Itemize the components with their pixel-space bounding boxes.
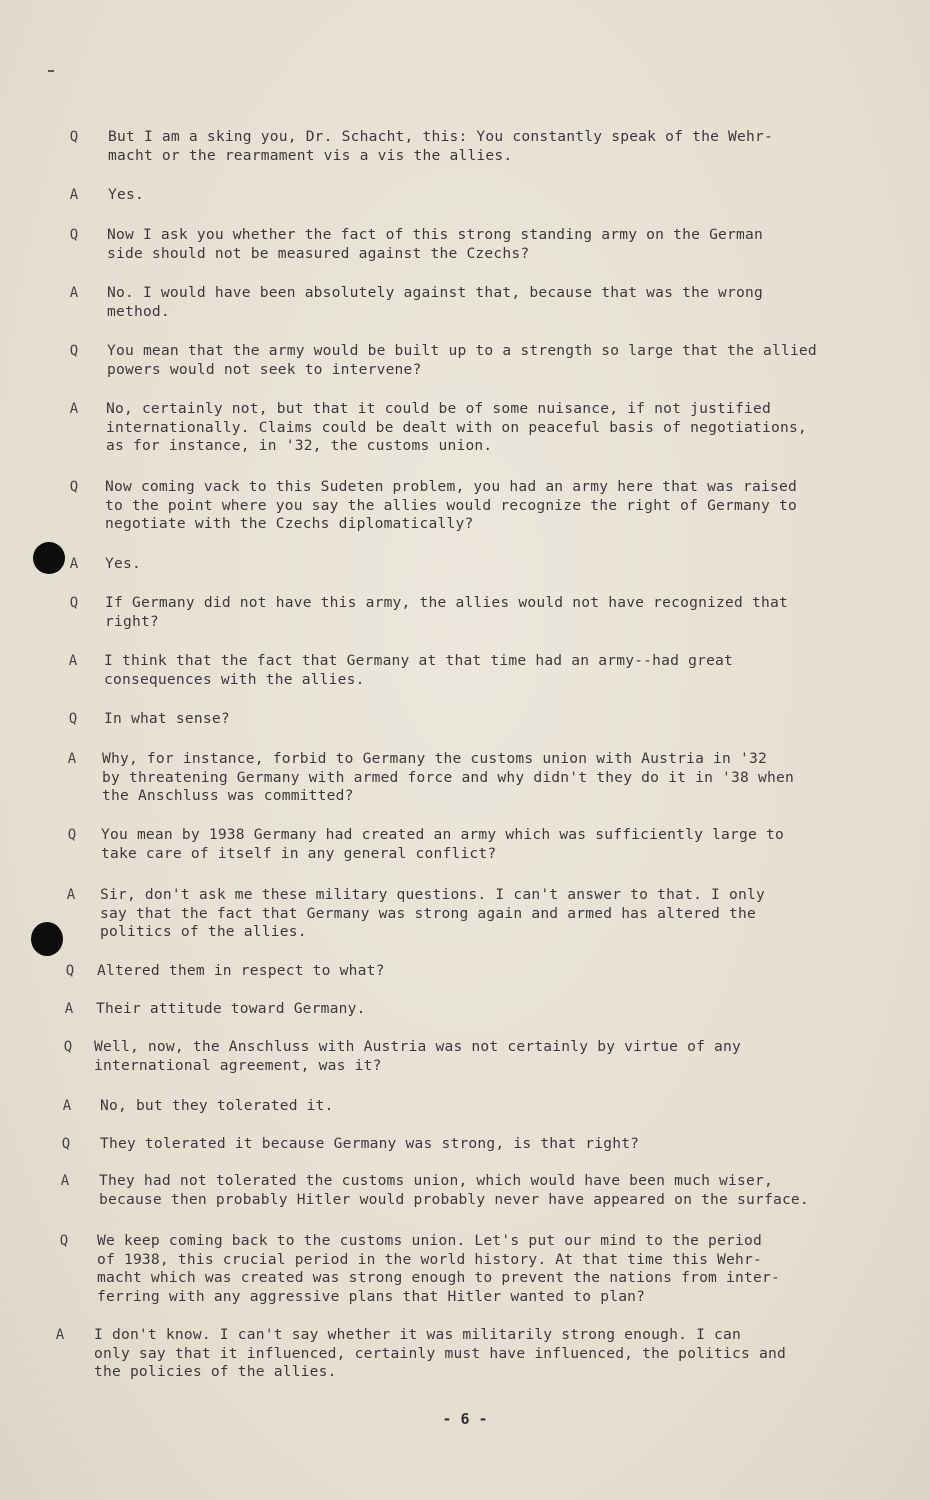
entry-text: I think that the fact that Germany at that time had an army--had great consequences with the allies. — [104, 652, 734, 688]
entry-text: Yes. — [105, 555, 141, 572]
speaker-label: A — [64, 1001, 74, 1017]
entry-text: I don't know. I can't say whether it was militarily strong enough. I can only say that it influenced, certainly must have influenced, the politics and the policies of the allies. — [94, 1326, 786, 1380]
speaker-label: Q — [67, 827, 77, 843]
entry-text: Now coming vack to this Sudeten problem, you had an army here that was raised to the point where you say the allies would recognize the right of Germany to negotiate with the Czechs diplomatically? — [105, 478, 797, 532]
entry-text: Altered them in respect to what? — [97, 962, 385, 979]
speaker-label: Q — [69, 595, 79, 611]
speaker-label: A — [62, 1098, 72, 1114]
speaker-label: A — [60, 1173, 70, 1189]
entry-text: You mean by 1938 Germany had created an army which was sufficiently large to take care of itself in any general conflict? — [101, 826, 784, 862]
punch-hole-lower — [31, 922, 63, 956]
entry-text: Why, for instance, forbid to Germany the customs union with Austria in '32 by threatening Germany with armed force and why didn't they do it in '38 when the Anschluss was committed? — [102, 750, 794, 804]
speaker-label: A — [67, 751, 77, 767]
stray-mark — [48, 70, 54, 72]
speaker-label: A — [69, 285, 79, 301]
punch-hole-upper — [33, 542, 65, 574]
speaker-label: Q — [69, 343, 79, 359]
entry-text: Sir, don't ask me these military questions. I can't answer to that. I only say that the fact that Germany was strong again and armed has altered the politics of the allies. — [100, 886, 765, 940]
entry-text: You mean that the army would be built up to a strength so large that the allied powers would not seek to intervene? — [107, 342, 817, 378]
entry-text: No, certainly not, but that it could be of some nuisance, if not justified internationally. Claims could be dealt with on peaceful basis of negotiations, as for instance, in '32, the customs union. — [106, 400, 807, 454]
speaker-label: A — [69, 556, 79, 572]
entry-text: We keep coming back to the customs union. Let's put our mind to the period of 1938, this crucial period in the world history. At that time this Wehr- macht which was created was strong enough to prevent the nations from inter- ferring with any aggressive plans that Hitler wanted to plan? — [97, 1232, 780, 1305]
speaker-label: Q — [69, 227, 79, 243]
speaker-label: Q — [65, 963, 75, 979]
speaker-label: A — [69, 187, 79, 203]
entry-text: No. I would have been absolutely against that, because that was the wrong method. — [107, 284, 763, 320]
entry-text: Yes. — [108, 186, 144, 203]
speaker-label: A — [55, 1327, 65, 1343]
speaker-label: Q — [68, 711, 78, 727]
speaker-label: Q — [59, 1233, 69, 1249]
entry-text: But I am a sking you, Dr. Schacht, this: You constantly speak of the Wehr- macht or the rearmament vis a vis the allies. — [108, 128, 773, 164]
entry-text: No, but they tolerated it. — [100, 1097, 334, 1114]
page-number: - 6 - — [442, 1410, 488, 1428]
entry-text: In what sense? — [104, 710, 230, 727]
entry-text: Well, now, the Anschluss with Austria was not certainly by virtue of any international agreement, was it? — [94, 1038, 742, 1074]
speaker-label: Q — [63, 1039, 73, 1055]
speaker-label: Q — [61, 1136, 71, 1152]
speaker-label: Q — [69, 479, 79, 495]
entry-text: Now I ask you whether the fact of this strong standing army on the German side should not be measured against the Czechs? — [107, 226, 763, 262]
entry-text: If Germany did not have this army, the allies would not have recognized that right? — [105, 594, 788, 630]
speaker-label: A — [66, 887, 76, 903]
entry-text: They tolerated it because Germany was strong, is that right? — [100, 1135, 640, 1152]
speaker-label: A — [68, 653, 78, 669]
speaker-label: A — [69, 401, 79, 417]
entry-text: They had not tolerated the customs union, which would have been much wiser, because then probably Hitler would probably never have appeared on the surface. — [99, 1172, 809, 1208]
speaker-label: Q — [69, 129, 79, 145]
entry-text: Their attitude toward Germany. — [96, 1000, 366, 1017]
